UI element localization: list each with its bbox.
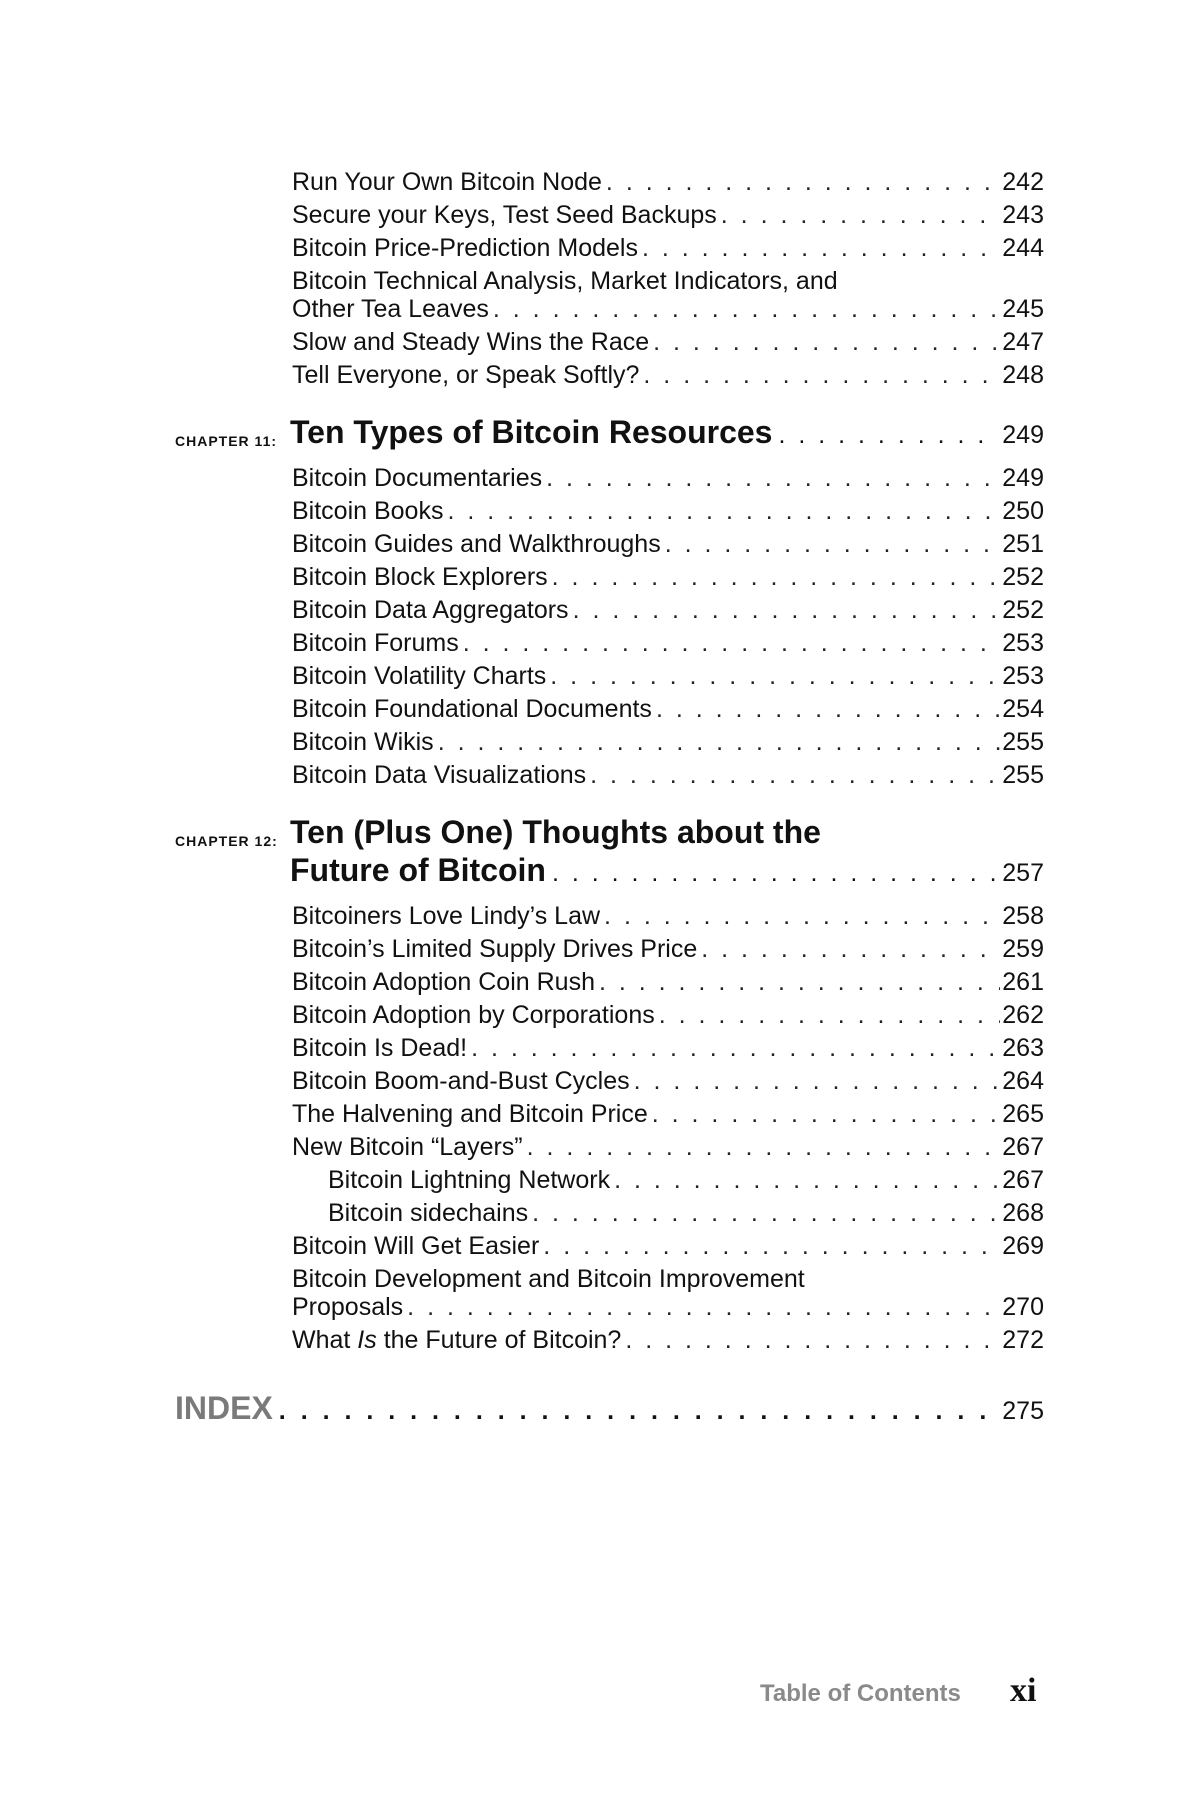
dot-leader <box>573 594 1001 626</box>
entry-page: 269 <box>1002 1232 1044 1260</box>
entry-label: Bitcoin Data Visualizations <box>292 761 587 789</box>
dot-leader <box>493 293 1000 325</box>
toc-subentry[interactable] <box>328 1197 1044 1229</box>
toc-subentry[interactable] <box>328 1164 1044 1196</box>
toc-entry[interactable] <box>292 999 1044 1031</box>
index-page: 275 <box>1002 1397 1044 1425</box>
entry-page: 268 <box>1002 1199 1044 1227</box>
dot-leader <box>438 726 1001 758</box>
dot-leader <box>590 759 1000 791</box>
entry-label: Bitcoin Books <box>292 497 444 525</box>
entry-label-line2: Other Tea Leaves <box>292 295 489 323</box>
dot-leader <box>447 495 1000 527</box>
entry-page: 253 <box>1002 629 1044 657</box>
entry-page: 263 <box>1002 1034 1044 1062</box>
toc-entry[interactable] <box>292 933 1044 965</box>
toc-entry[interactable] <box>292 966 1044 998</box>
toc-entry[interactable] <box>292 900 1044 932</box>
toc-entry[interactable] <box>292 1291 1044 1323</box>
toc-entry[interactable] <box>292 293 1044 325</box>
entry-label-line2: Proposals <box>292 1293 404 1321</box>
entry-page: 265 <box>1002 1100 1044 1128</box>
index-title: INDEX <box>175 1390 273 1426</box>
dot-leader <box>543 1230 1000 1262</box>
entry-label-line1[interactable]: Bitcoin Development and Bitcoin Improvement <box>292 1265 805 1293</box>
label-pre: What <box>292 1326 358 1354</box>
chapter-title: Ten Types of Bitcoin Resources <box>290 414 773 450</box>
dot-leader <box>604 900 1000 932</box>
entry-label: Bitcoin Data Aggregators <box>292 596 569 624</box>
entry-page: 247 <box>1002 328 1044 356</box>
toc-entry[interactable] <box>292 726 1044 758</box>
dot-leader <box>407 1291 1000 1323</box>
entry-label: New Bitcoin “Layers” <box>292 1133 523 1161</box>
label-italic: Is <box>357 1326 377 1354</box>
toc-entry[interactable] <box>292 1230 1044 1262</box>
entry-page: 244 <box>1002 234 1044 262</box>
chapter-title-line2: Future of Bitcoin <box>290 852 546 888</box>
entry-label: Bitcoin Lightning Network <box>328 1166 611 1194</box>
dot-leader <box>471 1032 1000 1064</box>
entry-page: 252 <box>1002 563 1044 591</box>
dot-leader <box>778 421 996 450</box>
entry-page: 264 <box>1002 1067 1044 1095</box>
entry-page: 245 <box>1002 295 1044 323</box>
dot-leader <box>463 627 1001 659</box>
dot-leader <box>546 462 1000 494</box>
entry-label <box>292 1324 625 1356</box>
label-post: the Future of Bitcoin? <box>376 1326 622 1354</box>
chapter-title-line1[interactable]: Ten (Plus One) Thoughts about the <box>290 814 821 850</box>
entry-label: Bitcoin Price-Prediction Models <box>292 234 638 262</box>
toc-entry[interactable] <box>292 594 1044 626</box>
entry-page: 252 <box>1002 596 1044 624</box>
toc-entry[interactable] <box>292 359 1044 391</box>
dot-leader <box>665 528 1001 560</box>
dot-leader <box>527 1131 1001 1163</box>
dot-leader <box>532 1197 1000 1229</box>
dot-leader <box>659 999 1001 1031</box>
dot-leader <box>279 1397 996 1426</box>
toc-entry[interactable] <box>292 199 1044 231</box>
chapter-page: 249 <box>1002 421 1044 449</box>
toc-entry[interactable] <box>292 660 1044 692</box>
dot-leader <box>599 966 1000 998</box>
dot-leader <box>652 1098 1001 1130</box>
entry-label: Bitcoin Will Get Easier <box>292 1232 540 1260</box>
entry-page: 253 <box>1002 662 1044 690</box>
dot-leader <box>606 166 1000 198</box>
dot-leader <box>643 359 1000 391</box>
toc-entry[interactable] <box>292 1065 1044 1097</box>
chapter-page: 257 <box>1002 859 1044 887</box>
entry-page: 258 <box>1002 902 1044 930</box>
entry-page: 259 <box>1002 935 1044 963</box>
dot-leader <box>642 232 1000 264</box>
dot-leader <box>552 561 1001 593</box>
toc-entry[interactable] <box>292 759 1044 791</box>
toc-entry[interactable] <box>292 528 1044 560</box>
toc-entry[interactable] <box>292 1131 1044 1163</box>
entry-page: 270 <box>1002 1293 1044 1321</box>
toc-entry[interactable] <box>292 166 1044 198</box>
entry-page: 267 <box>1002 1166 1044 1194</box>
entry-page: 249 <box>1002 464 1044 492</box>
chapter-tag: CHAPTER 12: <box>175 833 278 849</box>
dot-leader <box>552 859 996 888</box>
entry-label-line1[interactable]: Bitcoin Technical Analysis, Market Indicators, and <box>292 267 838 295</box>
entry-label: Bitcoin Adoption by Corporations <box>292 1001 655 1029</box>
entry-label: Bitcoin Wikis <box>292 728 434 756</box>
chapter-tag: CHAPTER 11: <box>175 433 278 449</box>
dot-leader <box>656 693 1000 725</box>
toc-entry[interactable] <box>292 495 1044 527</box>
entry-label: Bitcoin Foundational Documents <box>292 695 652 723</box>
toc-entry[interactable] <box>292 1098 1044 1130</box>
toc-entry[interactable] <box>292 561 1044 593</box>
entry-label: Bitcoiners Love Lindy’s Law <box>292 902 601 930</box>
toc-entry[interactable] <box>292 232 1044 264</box>
entry-page: 243 <box>1002 201 1044 229</box>
entry-label: The Halvening and Bitcoin Price <box>292 1100 648 1128</box>
dot-leader <box>721 199 1001 231</box>
chapter-heading[interactable] <box>290 852 1044 889</box>
entry-page: 261 <box>1002 968 1044 996</box>
toc-entry[interactable] <box>292 1032 1044 1064</box>
entry-label: Bitcoin Guides and Walkthroughs <box>292 530 661 558</box>
entry-page: 242 <box>1002 168 1044 196</box>
entry-page: 262 <box>1002 1001 1044 1029</box>
entry-page: 248 <box>1002 361 1044 389</box>
entry-label: Bitcoin Adoption Coin Rush <box>292 968 595 996</box>
entry-label: Bitcoin Documentaries <box>292 464 543 492</box>
dot-leader <box>653 326 1000 358</box>
entry-label: Secure your Keys, Test Seed Backups <box>292 201 717 229</box>
chapter-heading[interactable] <box>290 414 1044 451</box>
running-footer-label: Table of Contents <box>760 1680 961 1707</box>
entry-label: Run Your Own Bitcoin Node <box>292 168 602 196</box>
dot-leader <box>614 1164 1000 1196</box>
entry-label: Bitcoin Forums <box>292 629 459 657</box>
dot-leader <box>634 1065 1001 1097</box>
entry-page: 267 <box>1002 1133 1044 1161</box>
entry-page: 255 <box>1002 761 1044 789</box>
toc-entry[interactable] <box>292 693 1044 725</box>
entry-label: Slow and Steady Wins the Race <box>292 328 650 356</box>
entry-label: Bitcoin’s Limited Supply Drives Price <box>292 935 698 963</box>
entry-label: Bitcoin sidechains <box>328 1199 529 1227</box>
index-entry[interactable] <box>175 1390 1044 1427</box>
entry-page: 251 <box>1002 530 1044 558</box>
entry-page: 250 <box>1002 497 1044 525</box>
toc-entry[interactable] <box>292 326 1044 358</box>
entry-page: 272 <box>1002 1326 1044 1354</box>
entry-label: Bitcoin Block Explorers <box>292 563 548 591</box>
dot-leader <box>701 933 1000 965</box>
entry-label: Bitcoin Volatility Charts <box>292 662 547 690</box>
toc-entry[interactable] <box>292 462 1044 494</box>
dot-leader <box>625 1324 1000 1356</box>
dot-leader <box>550 660 1000 692</box>
entry-page: 254 <box>1002 695 1044 723</box>
toc-entry[interactable] <box>292 1324 1044 1356</box>
entry-label: Tell Everyone, or Speak Softly? <box>292 361 640 389</box>
entry-page: 255 <box>1002 728 1044 756</box>
toc-entry[interactable] <box>292 627 1044 659</box>
folio-page-number: xi <box>1010 1672 1037 1709</box>
entry-label: Bitcoin Boom-and-Bust Cycles <box>292 1067 630 1095</box>
entry-label: Bitcoin Is Dead! <box>292 1034 468 1062</box>
